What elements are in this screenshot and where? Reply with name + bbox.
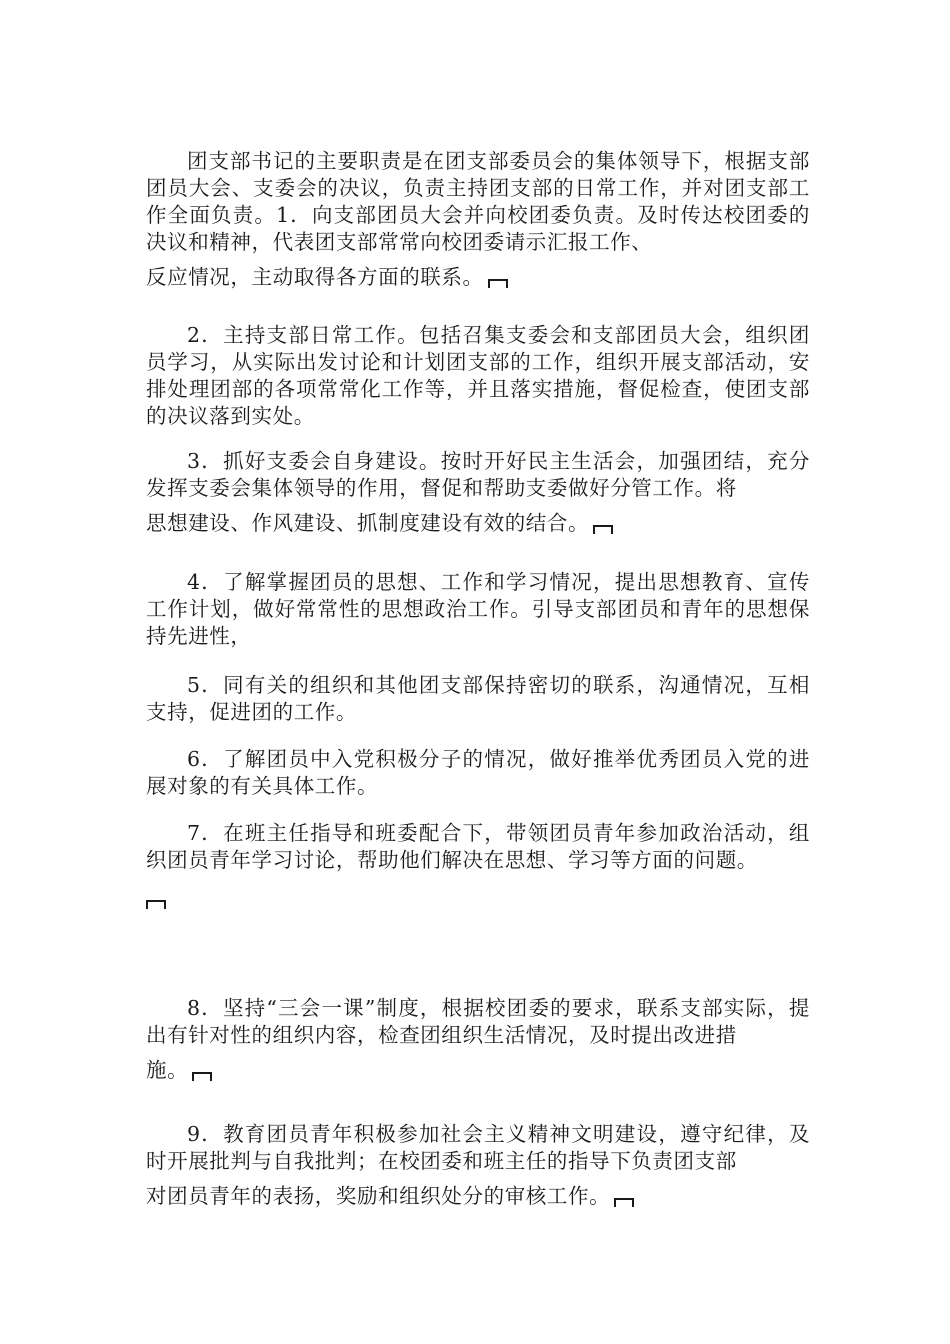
- paragraph-8-text: 8．坚持“三会一课”制度，根据校团委的要求，联系支部实际，提出有针对性的组织内容，检查团组织生活情况，及时提出改进措: [146, 996, 810, 1047]
- bracket-mark-icon: [593, 525, 613, 534]
- paragraph-8-tail: 施。: [146, 1058, 189, 1082]
- paragraph-7: [146, 820, 810, 874]
- paragraph-3: [146, 448, 810, 537]
- paragraph-9-tail-line: [146, 1183, 810, 1210]
- paragraph-6: [146, 746, 810, 800]
- paragraph-5-text: 5．同有关的组织和其他团支部保持密切的联系，沟通情况，互相支持，促进团的工作。: [146, 673, 810, 724]
- paragraph-5: [146, 672, 810, 726]
- paragraph-1-text: 团支部书记的主要职责是在团支部委员会的集体领导下，根据支部团员大会、支委会的决议，负责主持团支部的日常工作，并对团支部工作全面负责。1．向支部团员大会并向校团委负责。及时传达校团委的决议和精神，代表团支部常常向校团委请示汇报工作、: [146, 149, 810, 254]
- paragraph-2-text: 2．主持支部日常工作。包括召集支委会和支部团员大会，组织团员学习，从实际出发讨论和计划团支部的工作，组织开展支部活动，安排处理团部的各项常常化工作等，并且落实措施，督促检查，使团支部的决议落到实处。: [146, 323, 810, 428]
- paragraph-3-tail-line: [146, 510, 810, 537]
- bracket-mark-icon: [146, 900, 166, 909]
- paragraph-3-tail: 思想建设、作风建设、抓制度建设有效的结合。: [146, 511, 590, 535]
- paragraph-3-text: 3．抓好支委会自身建设。按时开好民主生活会，加强团结，充分发挥支委会集体领导的作用，督促和帮助支委做好分管工作。将: [146, 449, 810, 500]
- paragraph-1-tail-line: [146, 264, 810, 291]
- paragraph-4: [146, 569, 810, 650]
- bracket-mark-icon: [614, 1198, 634, 1207]
- paragraph-4-text: 4．了解掌握团员的思想、工作和学习情况，提出思想教育、宣传工作计划，做好常常性的思想政治工作。引导支部团员和青年的思想保持先进性，: [146, 570, 810, 648]
- paragraph-8: [146, 995, 810, 1084]
- paragraph-2: [146, 322, 810, 430]
- paragraph-1: [146, 148, 810, 291]
- paragraph-1-tail: 反应情况，主动取得各方面的联系。: [146, 265, 484, 289]
- bracket-mark-icon: [192, 1072, 212, 1081]
- paragraph-9-tail: 对团员青年的表扬，奖励和组织处分的审核工作。: [146, 1184, 611, 1208]
- paragraph-9: [146, 1121, 810, 1210]
- paragraph-6-text: 6．了解团员中入党积极分子的情况，做好推举优秀团员入党的进展对象的有关具体工作。: [146, 747, 810, 798]
- paragraph-9-text: 9．教育团员青年积极参加社会主义精神文明建设，遵守纪律，及时开展批判与自我批判；在校团委和班主任的指导下负责团支部: [146, 1122, 810, 1173]
- paragraph-7-text: 7．在班主任指导和班委配合下，带领团员青年参加政治活动，组织团员青年学习讨论，帮助他们解决在思想、学习等方面的问题。: [146, 821, 810, 872]
- bracket-mark-icon: [488, 279, 508, 288]
- paragraph-8-tail-line: [146, 1057, 810, 1084]
